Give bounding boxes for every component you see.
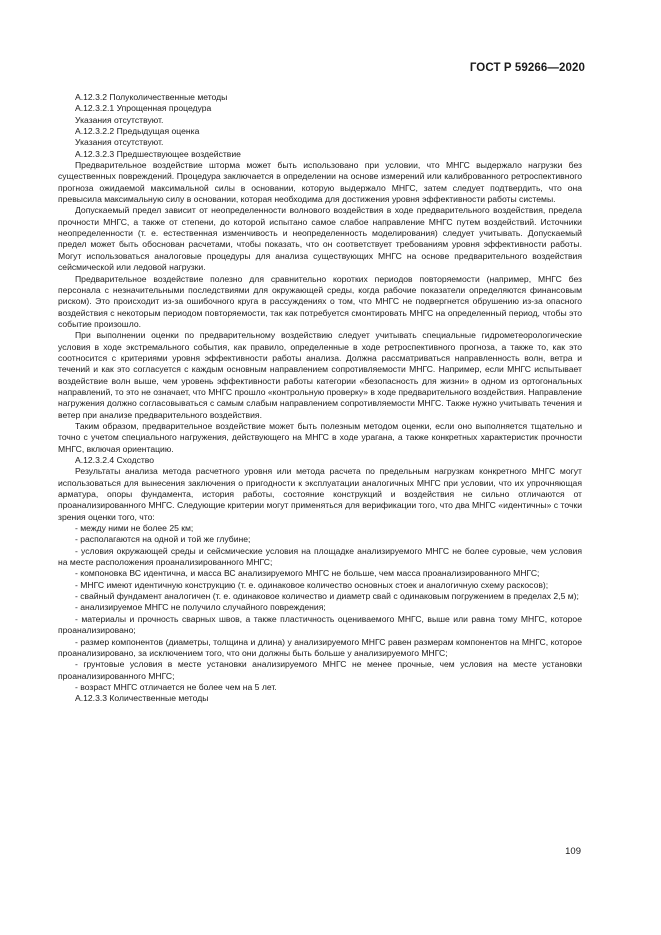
standard-designation: ГОСТ Р 59266—2020	[469, 62, 585, 74]
body-paragraph: Допускаемый предел зависит от неопределенности волнового воздействия в ходе предварительного воздействия, предела прочности МНГС, а также от степени, до которой испытано самое слабое направление МНГС путем воздействий. Источники неопределенности (т. е. естественная изменчивость и неопределенность моделирования) следует учитывать. Допускаемый предел может быть обоснован расчетами, чтобы показать, что он соответствует требованиям уровня эффективности работы. Могут использоваться аналоговые процедуры для анализа существующих МНГС на основе предварительного воздействия сейсмической или ледовой нагрузки.	[58, 205, 582, 273]
list-item: - условия окружающей среды и сейсмические условия на площадке анализируемого МНГС не более суровые, чем условия на месте расположения проанализированного МНГС;	[58, 545, 582, 568]
list-item: - грунтовые условия в месте установки анализируемого МНГС не менее прочные, чем условия на месте установки проанализированного МНГС;	[58, 659, 582, 681]
list-item: - анализируемое МНГС не получило случайного повреждения;	[75, 602, 326, 613]
list-item: - располагаются на одной и той же глубине;	[75, 534, 251, 545]
page-number: 109	[565, 846, 581, 857]
section-heading: Указания отсутствуют.	[75, 114, 164, 125]
list-item: - материалы и прочность сварных швов, а также пластичность оцениваемого МНГС, выше или равна тому МНГС, которое проанализировано;	[58, 613, 582, 636]
list-item: - компоновка ВС идентична, и масса ВС анализируемого МНГС не больше, чем масса проанализированного МНГС;	[75, 568, 540, 579]
list-item: - между ними не более 25 км;	[75, 523, 194, 534]
section-heading: А.12.3.2.3 Предшествующее воздействие	[75, 148, 241, 159]
section-heading: А.12.3.2.2 Предыдущая оценка	[75, 126, 200, 137]
list-item: - МНГС имеют идентичную конструкцию (т. е. одинаковое количество основных стоек и аналогичную схему раскосов);	[75, 579, 549, 590]
document-body	[58, 92, 582, 705]
section-heading: А.12.3.2 Полуколичественные методы	[75, 92, 228, 102]
body-paragraph: Таким образом, предварительное воздействие может быть полезным методом оценки, если оно выполняется тщательно и точно с учетом специального нагружения, действующего на МНГС в ходе урагана, а также конкретных характеристик прочности МНГС, включая ориентацию.	[58, 420, 582, 454]
list-item: - возраст МНГС отличается не более чем на 5 лет.	[75, 681, 277, 692]
section-heading: А.12.3.3 Количественные методы	[75, 693, 209, 704]
list-item: - свайный фундамент аналогичен (т. е. одинаковое количество и диаметр свай с одинаковым погружением в пределах 2,5 м);	[75, 591, 579, 602]
section-heading: А.12.3.2.1 Упрощенная процедура	[75, 103, 212, 114]
body-paragraph: При выполнении оценки по предварительному воздействию следует учитывать специальные гидрометеорологические условия в ходе экстремального события, как правило, определенные в ходе ретроспективного прогноза, а также то, как это соотносится с критериями уровня эффективности работы анализа. Должна рассматриваться направленность волн, ветра и течений и как это согласуется с каждым основным направлением сопротивляемости МНГС. Например, если МНГС испытывает воздействие волн выше, чем уровень эффективности работы категории «безопасность для жизни» в одном из ортогональных направлений, то это не означает, что МНГС прошло «контрольную проверку» в ходе предварительного воздействия. Направление нагружения должно согласовываться с самым слабым направлением сопротивляемости МНГС. Также нужно учитывать течения и ветер при анализе предварительного воздействия.	[58, 330, 582, 420]
body-paragraph: Предварительное воздействие полезно для сравнительно коротких периодов повторяемости (например, МНГС без персонала с незначительными последствиями для окружающей среды, когда рабочие показатели определяются финансовым риском). Это происходит из-за ошибочного круга в рассуждениях о том, что МНГС не подвергнется обрушению из-за опасного воздействия с некоторым периодом повторяемости, так как потребуется смонтировать МНГС на определенный период, чтобы это событие произошло.	[58, 273, 582, 329]
body-paragraph: Результаты анализа метода расчетного уровня или метода расчета по предельным нагрузкам конкретного МНГС могут использоваться для вынесения заключения о пригодности к эксплуатации аналогичных МНГС при условии, что их упрочняющая арматура, опоры фундамента, история работы, состояние конструкций и воздействия не сильно отличаются от проанализированного МНГС. Следующие критерии могут применяться для верификации того, что два МНГС «идентичны» с точки зрения оценки того, что:	[58, 466, 582, 522]
list-item: - размер компонентов (диаметры, толщина и длина) у анализируемого МНГС равен размерам компонентов на МНГС, которое проанализировано, за исключением того, что они должны быть больше у анализируемого МНГС;	[58, 636, 582, 658]
body-paragraph: Предварительное воздействие шторма может быть использовано при условии, что МНГС выдержало нагрузки без существенных повреждений. Процедура заключается в определении на основе измерений или калиброванного ретроспективного прогноза ожидаемой максимальной силы в основании, которую выдержало МНГС, затем следует подтвердить, что она превысила максимальную силу в основании, которая необходима для достижения уровня эффективности работы системы.	[58, 160, 582, 205]
section-heading: А.12.3.2.4 Сходство	[75, 455, 155, 465]
section-heading: Указания отсутствуют.	[75, 137, 164, 148]
